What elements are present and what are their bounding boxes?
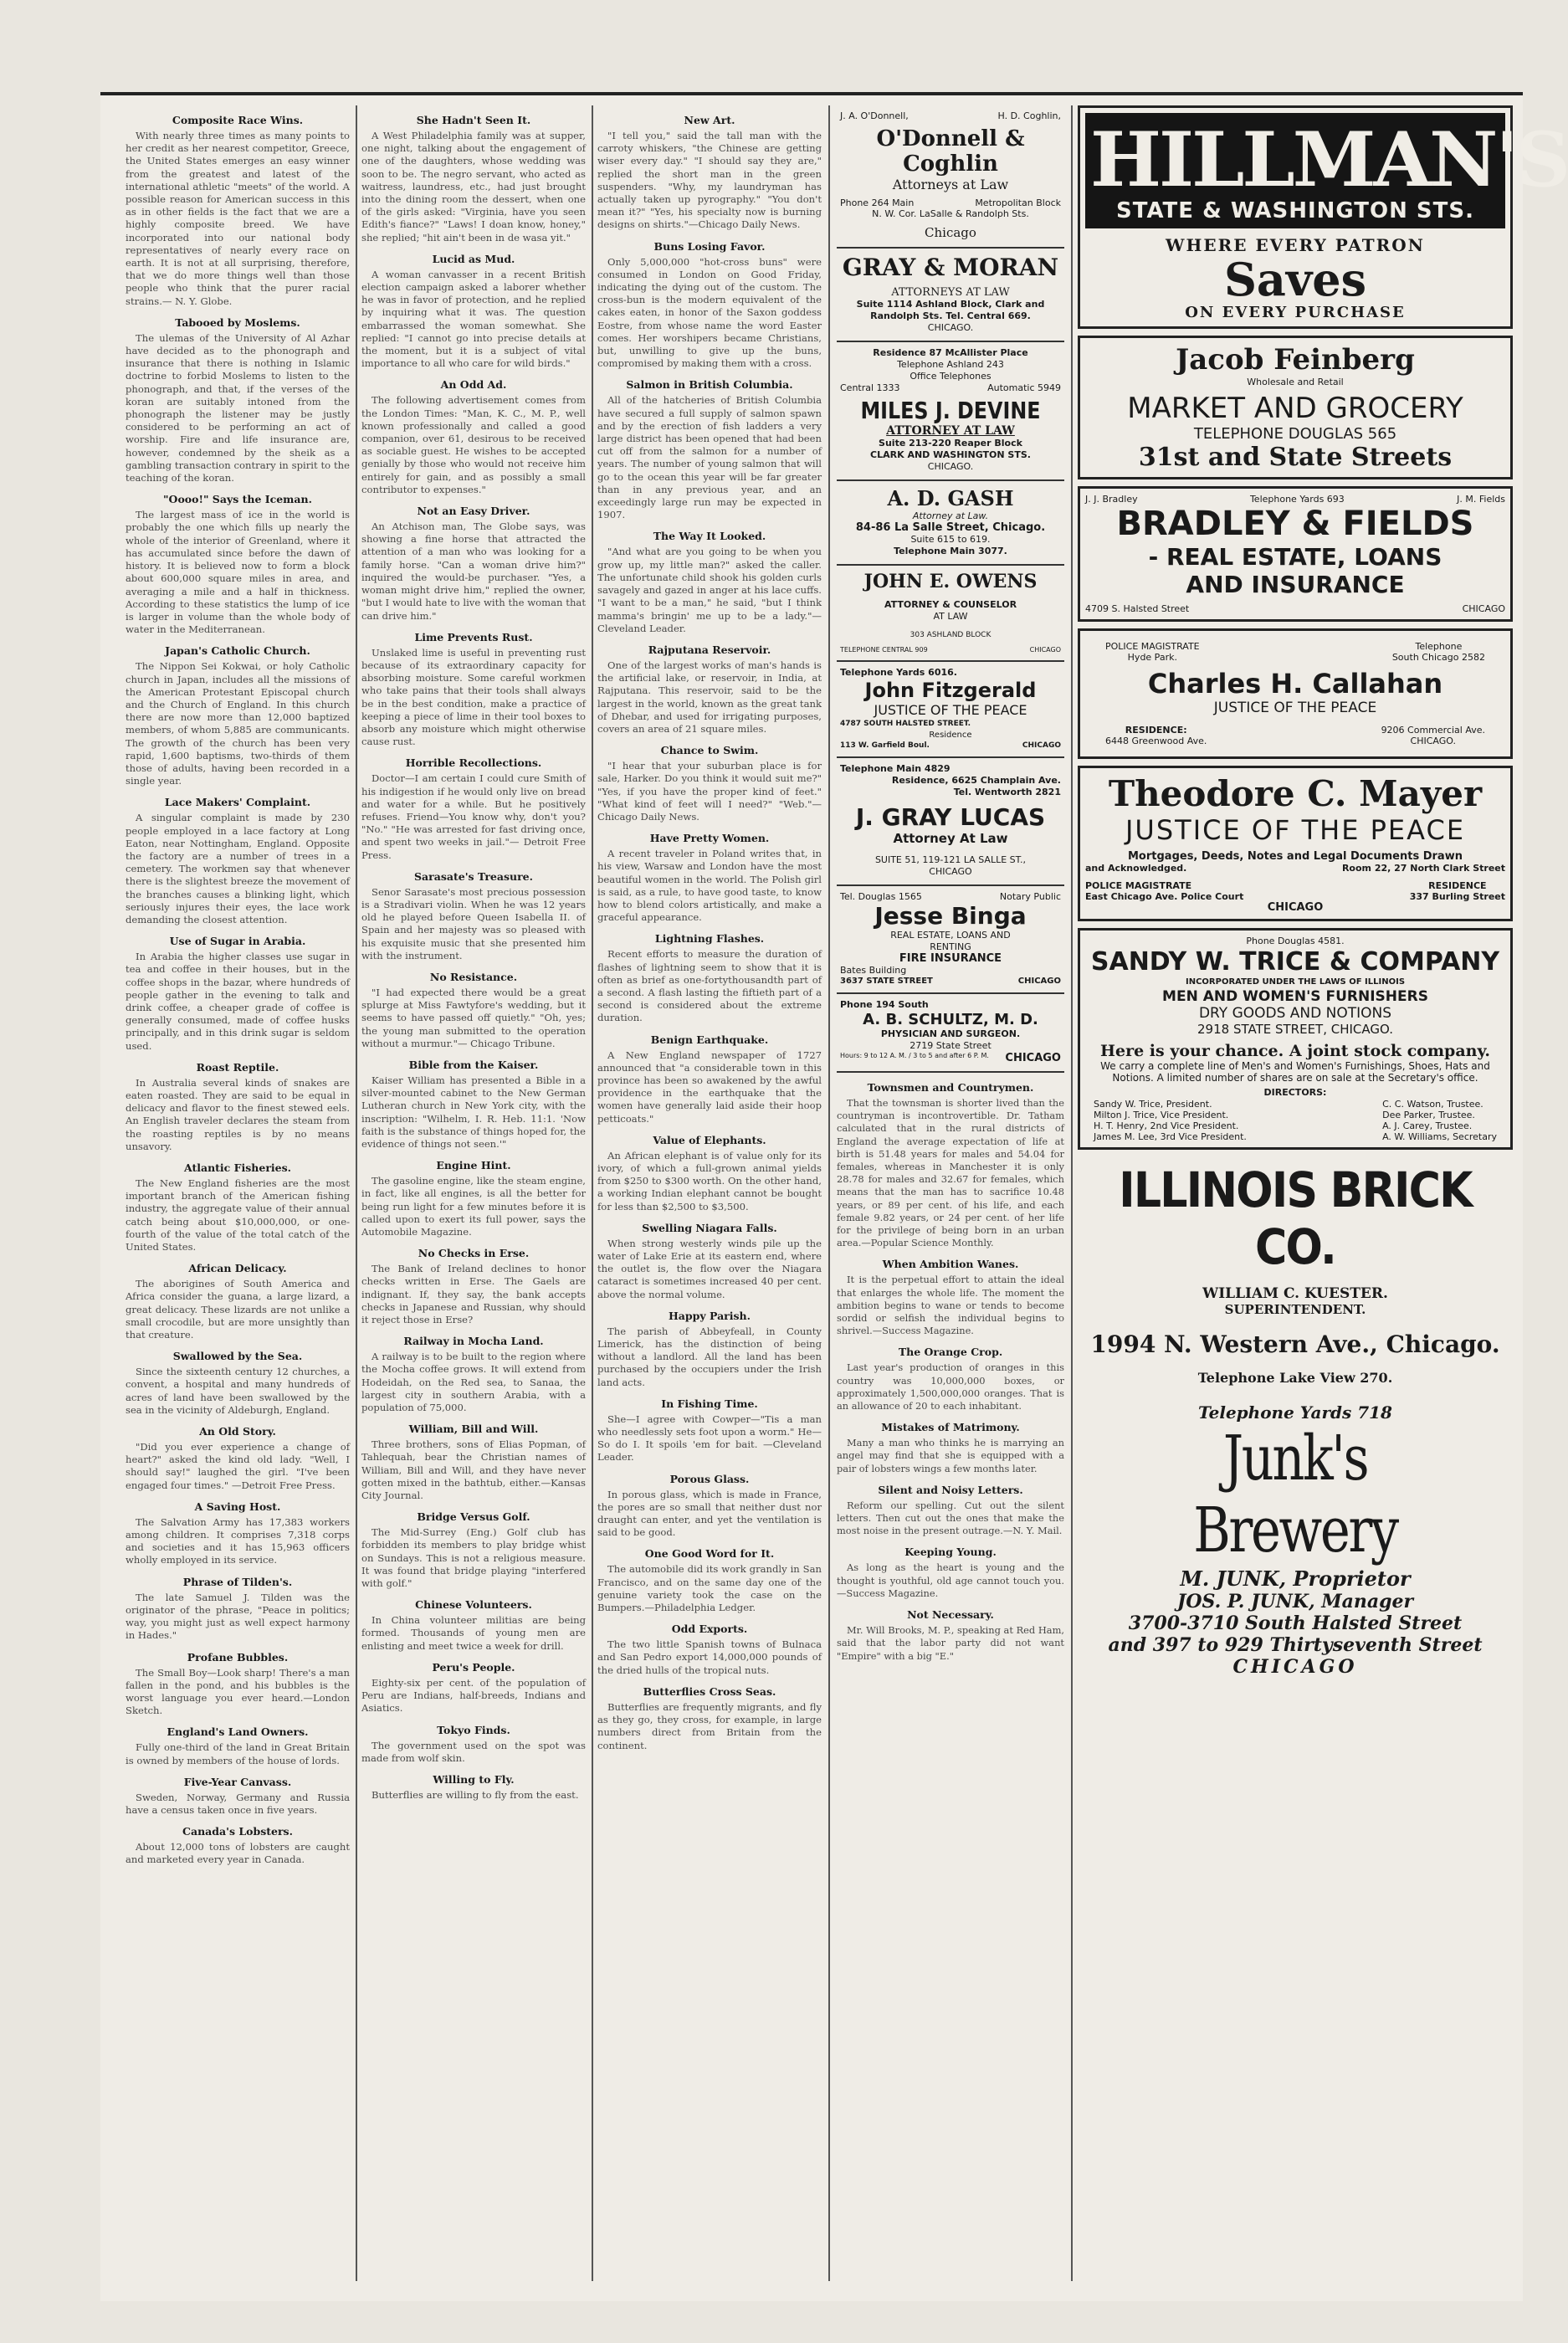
article-headline: Horrible Recollections. [405,756,542,770]
article-headline: Value of Elephants. [653,1133,766,1146]
director: A. J. Carey, Trustee. [1382,1120,1473,1131]
article-body: In porous glass, which is made in France, the pores are so small that neither dust nor draught can enter, and yet the ventilation is said to be good. [597,1488,822,1539]
article-headline: Bridge Versus Golf. [417,1510,530,1524]
block: 303 ASHLAND BLOCK [910,631,992,639]
article-headline: Salmon in British Columbia. [626,378,793,392]
phone: TELEPHONE CENTRAL 909 [840,646,928,654]
article-headline: Chance to Swim. [660,744,759,757]
address: N. W. Cor. LaSalle & Randolph Sts. [872,208,1029,219]
director: James M. Lee, 3rd Vice President. [1094,1131,1247,1142]
article-body: An African elephant is of value only for its ivory, of which a full-grown animal yields from $250 to $300 worth. On the other hand, a working Indian elephant cannot be bought for less than $2,500 to $3,500. [597,1149,822,1213]
article-headline: Profane Bubbles. [187,1650,289,1664]
feinberg-ad [1078,336,1513,479]
article-headline: One Good Word for It. [644,1547,775,1561]
address: Randolph Sts. Tel. Central 669. [870,310,1031,321]
column-1-articles [126,105,350,1870]
suite: Suite 213-220 Reaper Block [879,438,1022,449]
article-body: About 12,000 tons of lobsters are caught and marketed every year in Canada. [126,1841,350,1866]
phone: Phone 194 South [840,999,929,1010]
firm-name: GRAY & MORAN [842,254,1059,281]
article-headline: A Saving Host. [194,1500,281,1513]
article-headline: Buns Losing Favor. [653,239,766,253]
article-headline: Bible from the Kaiser. [408,1058,539,1071]
article-headline: Mistakes of Matrimony. [881,1421,1020,1434]
article-body: In Australia several kinds of snakes are eaten roasted. They are said to be equal in delicacy and flavor to the finest stewed eels. An English traveler declares the steam from the roasting reptiles is by no means unsavory. [126,1076,350,1152]
column-5-display-ads [1078,105,1568,1689]
article-headline: Use of Sugar in Arabia. [169,935,306,948]
mayer-ad [1078,766,1513,921]
store-name: HILLMAN'S [1090,115,1568,204]
column-3-articles [597,105,822,1756]
article-body: "I hear that your suburban place is for sale, Harker. Do you think it would suit me?" "Yes, if you have the proper kind of feet." "What kind of feet will I need?" "Web."—Chicago Daily News. [597,760,822,823]
services: Mortgages, Deeds, Notes and Legal Documents Drawn [1128,850,1463,863]
article-body: A recent traveler in Poland writes that, in his view, Warsaw and London have the most beautiful women in the world. The Polish girl is said, as a rule, to have good taste, to know how to blend colors artistically, and make a graceful appearance. [597,848,822,924]
top-rule [100,92,1523,95]
residence: Residence 87 McAllister Place [873,347,1028,358]
article-body: An Atchison man, The Globe says, was showing a fine horse that attracted the attention of a man who was looking for a family horse. "Can a woman drive him?" inquired the would-be purchaser. "Yes, a woman might drive him," replied the owner, "but I would hate to live with the woman that can drive him." [361,520,586,622]
residence: Residence, 6625 Champlain Ave. [891,775,1061,786]
article-body: The following advertisement comes from the London Times: "Man, K. C., M. P., well known professionally and called a good companion, over 61, desirous to be received as sociable guest. He wishes to be accepted genially by those who would not receive him entirely for gain, and as possibly a small contributor to expenses." [361,394,586,495]
column-4-articles [837,1081,1064,1663]
article-body: A singular complaint is made by 230 people employed in a lace factory at Long Eaton, near Nottingham, England. Opposite the factory are a number of trees in a cemetery. The workmen say that whenever there is the slightest breeze the movement of the branches causes a blinking light, which seriously injures their eyes, the lace work demanding the closest attention. [126,812,350,925]
article-headline: Lucid as Mud. [432,252,515,265]
article-headline: The Way It Looked. [653,530,766,543]
address: 4709 S. Halsted Street [1085,603,1190,614]
article-headline: Have Pretty Women. [649,832,770,845]
company-name: ILLINOIS BRICK CO. [1119,1161,1472,1275]
article-body: The late Samuel J. Tilden was the originator of the phrase, "Peace in politics; way, you might just as well expect harmony in Hades." [126,1591,350,1642]
column-2-articles [361,105,586,1805]
city: CHICAGO [929,866,972,877]
article-body: When strong westerly winds pile up the water of Lake Erie at its eastern end, where the outlet is, the flow over the Niagara cataract is sometimes increased 40 per cent. above the normal volume. [597,1237,822,1300]
column-rule [828,105,830,2281]
article-body: Only 5,000,000 "hot-cross buns" were consumed in London on Good Friday, indicating the dying out of the custom. The cross-bun is the modern equivalent of the cakes eaten, in honor of the Saxon goddess Eostre, from whose name the word Easter comes. Her worshipers became Christians, but, unwilling to give up the buns, compromised by making them with a cross. [597,255,822,370]
article-headline: Benign Earthquake. [650,1033,769,1046]
director: Dee Parker, Trustee. [1382,1110,1475,1120]
justice-name: John Fitzgerald [864,679,1037,702]
schultz-card [837,994,1064,1073]
article-body: "I tell you," said the tall man with the carroty whiskers, "the Chinese are getting wiser every day." "I should say they are," replied the short man in the green suspenders. "Why, my laundryman has actually taken up pyrography." "You don't mean it?" "Yes, his specialty now is burning designs on shirts."—Chicago Daily News. [597,130,822,231]
attorney-title: AT LAW [933,611,968,622]
article-headline: Lime Prevents Rust. [414,630,533,643]
article-body: It is the perpetual effort to attain the ideal that enlarges the whole life. The moment the ambition begins to wane or tends to become sordid or selfish the individual begins to shrivel.—Success Magazine. [837,1274,1064,1337]
article-headline: In Fishing Time. [661,1397,758,1410]
city: CHICAGO [1005,1052,1061,1064]
address: and 397 to 929 Thirtyseventh Street [1108,1634,1483,1656]
article-body: A woman canvasser in a recent British election campaign asked a laborer whether he was in favor of protection, and he replied by inquiring what it was. The question embarrassed the woman somewhat. She replied: "I cannot go into precise details at the moment, but it is a subject of vital importance to all who care for wild birds." [361,268,586,370]
article-headline: Tabooed by Moslems. [175,315,300,329]
store-address: STATE & WASHINGTON STS. [1116,198,1474,223]
article-body: Kaiser William has presented a Bible in a silver-mounted cabinet to the New German Lutheran church in New York city, with the inscription: "Wilhelm, I. R. Heb. 11:1. 'Now faith is the substance of things hoped for, the evidence of things not seen.'" [361,1074,586,1150]
phone: Central 1333 [840,382,900,393]
article-body: The automobile did its work grandly in San Francisco, and on the same day one of the genuine variety took the case on the Bumpers.—Philadelphia Ledger. [597,1563,822,1614]
partner-name: J. M. Fields [1457,494,1505,505]
phone: Phone 264 Main [840,197,915,208]
city: CHICAGO. [927,461,974,472]
director: Milton J. Trice, Vice President. [1094,1110,1229,1120]
article-headline: African Delicacy. [188,1262,287,1275]
attorney-title: ATTORNEY & COUNSELOR [884,599,1017,610]
address: Suite 1114 Ashland Block, Clark and [856,299,1045,310]
article-headline: Not an Easy Driver. [417,505,530,518]
gray-moran-card [837,249,1064,342]
devine-card [837,342,1064,481]
article-body: The aborigines of South America and Africa consider the guana, a large lizard, a great delicacy. These lizards are not unlike a small crocodile, but are more unsightly than that creature. [126,1278,350,1341]
article-headline: Atlantic Fisheries. [183,1161,292,1175]
article-body: That the townsman is shorter lived than the countryman is incontrovertible. Dr. Tatham calculated that in the rural districts of England the average expectation of life at birth is 51.48 years for males and 54.04 for females, whereas in Manchester it is only 28.78 for males and 32.67 for females, which means that the man has to sacrifice 10.48 years, or 89 per cent. of his life, and each female 9.82 years, or 24 per cent. of her life for the privilege of being born in an urban area.—Popular Science Monthly. [837,1097,1064,1249]
article-headline: "Oooo!" Says the Iceman. [163,493,312,506]
directors-label: DIRECTORS: [1263,1087,1327,1098]
firm-title: Attorneys at Law [892,177,1009,192]
partner-name: J. A. O'Donnell, [840,110,909,121]
district: Hyde Park. [1127,652,1177,663]
article-headline: Railway in Mocha Land. [403,1335,544,1348]
broker-name: Jesse Binga [874,902,1027,930]
phone: Telephone Main 3077. [894,546,1007,556]
article-headline: Lace Makers' Complaint. [164,796,311,809]
firm-name: BRADLEY & FIELDS [1116,505,1474,543]
article-body: Doctor—I am certain I could cure Smith of his indigestion if he would only live on bread and water for a while. But he positively refuses. Friend—You know why, don't you? "No." "He was arrested for fast driving once, and spent two weeks in jail."— Detroit Free Press. [361,772,586,861]
article-body: A West Philadelphia family was at supper, one night, talking about the engagement of one of the daughters, whose wedding was soon to be. The negro servant, who acted as waitress, laundress, etc., had just brought into the dining room the dessert, when one of the girls asked: "Virginia, have you seen Edith's fiance?" "Laws! I doan know, honey," she replied; "hit ain't been in de wasa yit." [361,130,586,244]
court: East Chicago Ave. Police Court [1085,891,1244,902]
service: FIRE INSURANCE [899,952,1002,965]
offer-headline: Here is your chance. A joint stock company. [1100,1042,1490,1060]
address: CLARK AND WASHINGTON STS. [870,449,1031,460]
phone: Telephone Yards 6016. [840,667,957,678]
slogan: WHERE EVERY PATRON [1166,235,1425,255]
partner-name: H. D. Coghlin, [997,110,1061,121]
owens-card [837,566,1064,662]
gash-card [837,481,1064,566]
slogan: ON EVERY PURCHASE [1185,304,1406,321]
article-headline: Phrase of Tilden's. [182,1575,293,1588]
article-body: The ulemas of the University of Al Azhar have decided as to the phonograph and insurance that there is nothing in Islamic doctrine to forbid Moslems to listen to the phonograph, and that, if the verses of the koran are suitably intoned from the phonograph the listener may be justly considered to be performing an act of worship. Fire and life insurance are, however, condemned by the sheik as a gambling transaction contrary in spirit to the teaching of the koran. [126,331,350,484]
article-headline: No Resistance. [429,970,518,983]
address: 31st and State Streets [1138,443,1453,472]
article-body: The Salvation Army has 17,383 workers among children. It comprises 7,318 corps and societies and it has 15,963 officers wholly employed in its service. [126,1515,350,1566]
justice-title: JUSTICE OF THE PEACE [1125,814,1466,846]
city: CHICAGO. [927,322,974,333]
article-body: "I had expected there would be a great splurge at Miss Fawtyfore's wedding, but it seems to have passed off quietly." "Oh, yes; the young man submitted to the operation without a murmur."— Chicago Tribune. [361,986,586,1049]
firm-services: - REAL ESTATE, LOANS [1148,543,1442,571]
article-body: The Bank of Ireland declines to honor checks written in Erse. The Gaels are indignant. If, they say, the bank accepts checks in Japanese and Russian, why should it reject those in Erse? [361,1263,586,1326]
attorney-title: ATTORNEY AT LAW [886,424,1015,438]
address: 84-86 La Salle Street, Chicago. [855,521,1046,534]
bradley-fields-ad [1078,486,1513,622]
justice-title: JUSTICE OF THE PEACE [874,702,1027,718]
article-headline: Swallowed by the Sea. [172,1350,303,1363]
article-body: Since the sixteenth century 12 churches, a convent, a hospital and many hundreds of acres of land have been swallowed by the sea in the vicinity of Aldeburgh, England. [126,1366,350,1416]
block: Metropolitan Block [975,197,1061,208]
phone-label: Telephone [1415,641,1463,652]
article-headline: Happy Parish. [669,1309,751,1322]
article-body: One of the largest works of man's hands is the artificial lake, or reservoir, in India, at Rajputana. This reservoir, said to be the largest in the world, known as the great tank of Dhebar, and used for irrigating purposes, covers an area of 21 square miles. [597,659,822,735]
lucas-card [837,758,1064,886]
director: A. W. Williams, Secretary [1382,1131,1497,1142]
attorney-name: A. D. GASH [887,486,1014,510]
article-headline: Composite Race Wins. [172,114,304,126]
column-rule [356,105,357,2281]
article-body: Three brothers, sons of Elias Popman, of Tahlequah, bear the Christian names of William, Bill and Will, and they have never gotten mixed in the bathtub, either.—Kansas City Journal. [361,1438,586,1502]
superintendent-name: WILLIAM C. KUESTER. [1202,1285,1388,1302]
slogan-headline: Saves [1223,253,1367,306]
director: H. T. Henry, 2nd Vice President. [1094,1120,1239,1131]
manager: JOS. P. JUNK, Manager [1176,1591,1414,1612]
justice-name: Charles H. Callahan [1147,668,1443,700]
article-body: Reform our spelling. Cut out the silent letters. Then cut out the ones that make the most noise in the present outrage.—N. Y. Mail. [837,1499,1064,1537]
phone: Tel. Douglas 1565 [840,891,922,902]
article-body: As long as the heart is young and the thought is youthful, old age cannot touch you.—Success Magazine. [837,1561,1064,1599]
city: CHICAGO [1267,901,1324,914]
notary-label: Notary Public [999,891,1061,902]
residence-label: RESIDENCE: [1125,725,1187,736]
article-headline: Engine Hint. [436,1159,511,1172]
services: and Acknowledged. [1085,863,1187,874]
residence: Residence [929,731,972,740]
hillmans-ad [1078,105,1568,329]
article-headline: Lightning Flashes. [654,932,765,946]
article-headline: The Orange Crop. [898,1346,1003,1359]
phone: Phone Douglas 4581. [1246,936,1345,946]
article-headline: Keeping Young. [904,1546,997,1559]
phone: Telephone Main 4829 [840,763,951,774]
firm-title: ATTORNEYS AT LAW [891,286,1010,299]
article-headline: Canada's Lobsters. [182,1825,293,1838]
odonnell-coghlin-card [837,105,1064,249]
newspaper-page [100,92,1568,2301]
article-headline: Rajputana Reservoir. [648,643,771,656]
article-headline: Five-Year Canvass. [183,1775,292,1788]
attorney-name: J. GRAY LUCAS [855,803,1046,831]
office-hours: Hours: 9 to 12 A. M. / 3 to 5 and after 6 P. M. [840,1052,989,1059]
column-rule [592,105,593,2281]
article-body: Fully one-third of the land in Great Britain is owned by members of the house of lords. [126,1741,350,1766]
address: 3637 STATE STREET [840,977,933,986]
office-address: 9206 Commercial Ave. [1381,725,1485,736]
junks-brewery-ad [1078,1397,1513,1683]
phone: Tel. Wentworth 2821 [953,787,1061,797]
office-address: Room 22, 27 North Clark Street [1341,863,1505,874]
city: CHICAGO [1232,1656,1358,1678]
address: 2719 State Street [910,1040,992,1051]
building: Bates Building [840,965,907,976]
article-body: A railway is to be built to the region where the Mocha coffee grows. It will extend from Hodeidah, on the Red sea, to Sanaa, the largest city in southern Arabia, with a population of 75,000. [361,1351,586,1414]
office-label: Office Telephones [910,371,992,382]
article-body: Butterflies are frequently migrants, and fly as they go, they cross, for example, in large numbers direct from Britain from the continent. [597,1700,822,1751]
justice-name: Theodore C. Mayer [1108,773,1483,814]
article-headline: William, Bill and Will. [408,1423,539,1436]
article-headline: An Odd Ad. [440,378,507,392]
article-body: "Did you ever experience a change of heart?" asked the kind old lady. "Well, I should say!" laughed the girl. "I've been engaged four times." —Detroit Free Press. [126,1441,350,1491]
article-headline: When Ambition Wanes. [882,1258,1019,1271]
trice-ad [1078,928,1513,1150]
proprietor: M. JUNK, Proprietor [1180,1566,1411,1591]
article-headline: Peru's People. [432,1660,515,1674]
column-4-business-cards [837,105,1064,1666]
illinois-brick-ad [1078,1156,1513,1391]
physician-title: PHYSICIAN AND SURGEON. [880,1028,1021,1039]
article-headline: An Old Story. [199,1425,276,1438]
article-headline: Silent and Noisy Letters. [878,1483,1023,1496]
service: RENTING [930,941,971,952]
business: MEN AND WOMEN'S FURNISHERS [1162,988,1428,1005]
address: 1994 N. Western Ave., Chicago. [1090,1330,1500,1358]
article-headline: Willing to Fly. [433,1772,515,1786]
article-body: The Mid-Surrey (Eng.) Golf club has forbidden its members to play bridge whist on Sundays. This is not a religious measure. It was found that bridge playing "interfered with golf." [361,1526,586,1590]
article-headline: England's Land Owners. [167,1725,309,1739]
article-headline: Porous Glass. [669,1472,750,1485]
address: SUITE 51, 119-121 LA SALLE ST., [874,854,1027,865]
phone: Telephone Ashland 243 [897,359,1004,370]
residence-label: RESIDENCE [1428,880,1487,891]
article-body: Sweden, Norway, Germany and Russia have a census taken once in five years. [126,1791,350,1816]
article-headline: Townsmen and Countrymen. [867,1081,1034,1094]
article-body: The New England fisheries are the most important branch of the American fishing industry, the aggregate value of their annual catch being about $10,000,000, or one-fourth of the value of the total catch of the United States. [126,1177,350,1254]
director: C. C. Watson, Trustee. [1382,1099,1483,1110]
article-body: In Arabia the higher classes use sugar in tea and coffee in their houses, but in the coffee shops in the bazar, where hundreds of people gather in the evening to talk and drink coffee, a cheaper grade of coffee is generally consumed, made of coffee husks principally, and in this drink sugar is seldom used. [126,951,350,1052]
attorney-title: Attorney at Law. [912,510,989,521]
article-headline: Tokyo Finds. [437,1723,510,1736]
hillmans-banner [1085,113,1568,228]
service: REAL ESTATE, LOANS AND [890,930,1011,941]
city: CHICAGO [1022,741,1061,750]
city: CHICAGO [1029,646,1061,654]
firm-name: O'Donnell & Coghlin [876,126,1025,177]
article-headline: New Art. [684,114,735,126]
company-name: Junk's Brewery [1193,1423,1397,1566]
phone: Automatic 5949 [987,382,1061,393]
superintendent-title: SUPERINTENDENT. [1224,1302,1366,1317]
attorney-title: Attorney At Law [893,831,1008,846]
partner-name: J. J. Bradley [1085,494,1138,505]
residence-address: 6448 Greenwood Ave. [1105,736,1207,746]
article-headline: No Checks in Erse. [418,1247,530,1260]
binga-card [837,886,1064,994]
residence-address: 337 Burling Street [1409,891,1505,902]
business: DRY GOODS AND NOTIONS [1198,1005,1392,1022]
article-body: Butterflies are willing to fly from the east. [372,1788,579,1801]
city: CHICAGO [1017,977,1061,986]
title: POLICE MAGISTRATE [1105,641,1200,652]
grocer-name: Jacob Feinberg [1176,343,1415,377]
title: POLICE MAGISTRATE [1085,880,1192,891]
article-body: "And what are you going to be when you grow up, my little man?" asked the caller. The unfortunate child shook his golden curls savagely and gazed in anger at his lace cuffs. "I want to be a man," he said, "but I think mamma's bringin' me up to be a lady."—Cleveland Leader. [597,546,822,634]
phone: TELEPHONE DOUGLAS 565 [1193,425,1397,443]
grocer-business: MARKET AND GROCERY [1127,392,1463,425]
article-body: Last year's production of oranges in this country was 10,000,000 boxes, or approximately 1,500,000,000 oranges. That is an allowance of 20 to each inhabitant. [837,1361,1064,1412]
phone: Telephone Yards 693 [1249,494,1345,505]
city: CHICAGO. [1410,736,1456,746]
justice-title: JUSTICE OF THE PEACE [1213,700,1377,716]
article-body: The Small Boy—Look sharp! There's a man fallen in the pond, and his bubbles is the worst language you ever heard.—London Sketch. [126,1666,350,1717]
article-headline: Japan's Catholic Church. [165,644,310,658]
column-rule [1071,105,1073,2281]
article-body: Eighty-six per cent. of the population of Peru are Indians, half-breeds, Indians and Asiatics. [361,1676,586,1715]
article-headline: Chinese Volunteers. [415,1598,532,1612]
callahan-ad [1078,628,1513,759]
article-body: All of the hatcheries of British Columbia have secured a full supply of salmon spawn and by the erection of fish ladders a very large district has been opened that had been cut off from the salmon for a number of years. The number of young salmon that will go to the ocean this year will be far greater than in any previous year, and an exceedingly large run may be expected in 1907. [597,394,822,521]
grocer-subtitle: Wholesale and Retail [1247,377,1344,387]
article-body: The two little Spanish towns of Bulnaca and San Pedro export 14,000,000 pounds of the dried hulls of the tropical nuts. [597,1638,822,1676]
city: Chicago [925,225,976,240]
residence-address: 113 W. Garfield Boul. [840,741,930,750]
article-headline: Swelling Niagara Falls. [642,1221,777,1234]
director: Sandy W. Trice, President. [1094,1099,1212,1110]
article-body: The parish of Abbeyfeall, in County Limerick, has the distinction of being without a landlord. All the land has been purchased by the occupiers under the Irish land acts. [597,1325,822,1388]
article-headline: She Hadn't Seen It. [416,114,531,126]
article-body: In China volunteer militias are being formed. Thousands of young men are enlisting and meet twice a week for drill. [361,1614,586,1652]
article-headline: Roast Reptile. [196,1060,279,1074]
article-body: The largest mass of ice in the world is probably the one which fills up nearly the whole of the interior of Greenland, where it has accumulated since before the dawn of history. It is believed now to form a block about 600,000 square miles in area, and averaging a mile and a half in thickness. According to these statistics the lump of ice is larger in volume than the whole body of water in the Mediterranean. [126,509,350,636]
company-name: SANDY W. TRICE & COMPANY [1090,947,1500,977]
phone: Telephone Lake View 270. [1197,1370,1393,1386]
article-body: Unslaked lime is useful in preventing rust because of its extraordinary capacity for absorbing moisture. Some careful workmen who take pains that their tools shall always be in the best condition, make a practice of keeping a piece of lime in their tool boxes to absorb any moisture which might otherwise cause rust. [361,646,586,748]
article-headline: Sarasate's Treasure. [414,869,533,883]
article-body: A New England newspaper of 1727 announced that "a considerable town in this province has been so awakened by the awful providence in the earthquake that the women have generally laid aside their hoop petticoats." [597,1048,822,1125]
offer-text: We carry a complete line of Men's and Women's Furnishings, Shoes, Hats and Notions. A limited number of shares are on sale at the Secretary's office. [1100,1060,1490,1084]
address: 4787 SOUTH HALSTED STREET. [840,720,971,728]
article-body: The Nippon Sei Kokwai, or holy Catholic church in Japan, includes all the missions of the American Protestant Episcopal church and the Church of England. In this church there are now more than 12,000 baptized members, of whom 5,885 are communicants. The growth of the church has been very rapid, 1,600 baptisms, two-thirds of them those of adults, having been recorded in a single year. [126,660,350,787]
attorney-name: MILES J. DEVINE [860,397,1041,424]
article-body: Recent efforts to measure the duration of flashes of lightning seem to show that it is often as brief as one-fortythousandth part of a second. A flash lasting the fiftieth part of a second is considered about the extreme duration. [597,948,822,1024]
address: 3700-3710 South Halsted Street [1128,1612,1463,1634]
incorporation-notice: INCORPORATED UNDER THE LAWS OF ILLINOIS [1185,977,1406,987]
attorney-name: JOHN E. OWENS [863,571,1038,592]
suite: Suite 615 to 619. [910,534,991,545]
article-body: With nearly three times as many points to her credit as her nearest competitor, Greece, the United States emerges an easy winner from the greatest and latest of the international athletic "meets" of the world. A possible reason for American success in this as in other fields is the fact that we are a highly composite breed. We have incorporated into our national body representatives of nearly every race on earth. It is not at all surprising, therefore, that we do more things well than those people who think that the purer racial strains.— N. Y. Globe. [126,130,350,307]
article-body: Many a man who thinks he is marrying an angel may find that she is equipped with a pair of lobsters wings a few months later. [837,1437,1064,1474]
article-body: The government used on the spot was made from wolf skin. [361,1739,586,1764]
fitzgerald-card [837,662,1064,758]
physician-name: A. B. SCHULTZ, M. D. [863,1011,1038,1028]
address: 2918 STATE STREET, CHICAGO. [1197,1022,1393,1037]
firm-services: AND INSURANCE [1186,571,1405,598]
article-headline: Odd Exports. [671,1623,748,1636]
article-headline: Not Necessary. [907,1608,994,1622]
phone: Telephone Yards 718 [1198,1402,1392,1423]
article-body: Senor Sarasate's most precious possession is a Stradivari violin. When he was 12 years old he played before Queen Isabella II. of Spain and her majesty was so pleased with his exquisite music that she presented him with the instrument. [361,885,586,961]
article-headline: Butterflies Cross Seas. [643,1684,776,1698]
phone: South Chicago 2582 [1391,652,1485,663]
article-body: Mr. Will Brooks, M. P., speaking at Red Ham, said that the labor party did not want "Empire" with a big "E." [837,1624,1064,1662]
article-body: The gasoline engine, like the steam engine, in fact, like all engines, is all the better for being run light for a few minutes before it is called upon to exert its full power, says the Automobile Magazine. [361,1175,586,1238]
city: CHICAGO [1462,603,1505,614]
article-body: She—I agree with Cowper—"Tis a man who needlessly sets foot upon a worm." He—So do I. It spoils 'em for bait. —Cleveland Leader. [597,1412,822,1464]
